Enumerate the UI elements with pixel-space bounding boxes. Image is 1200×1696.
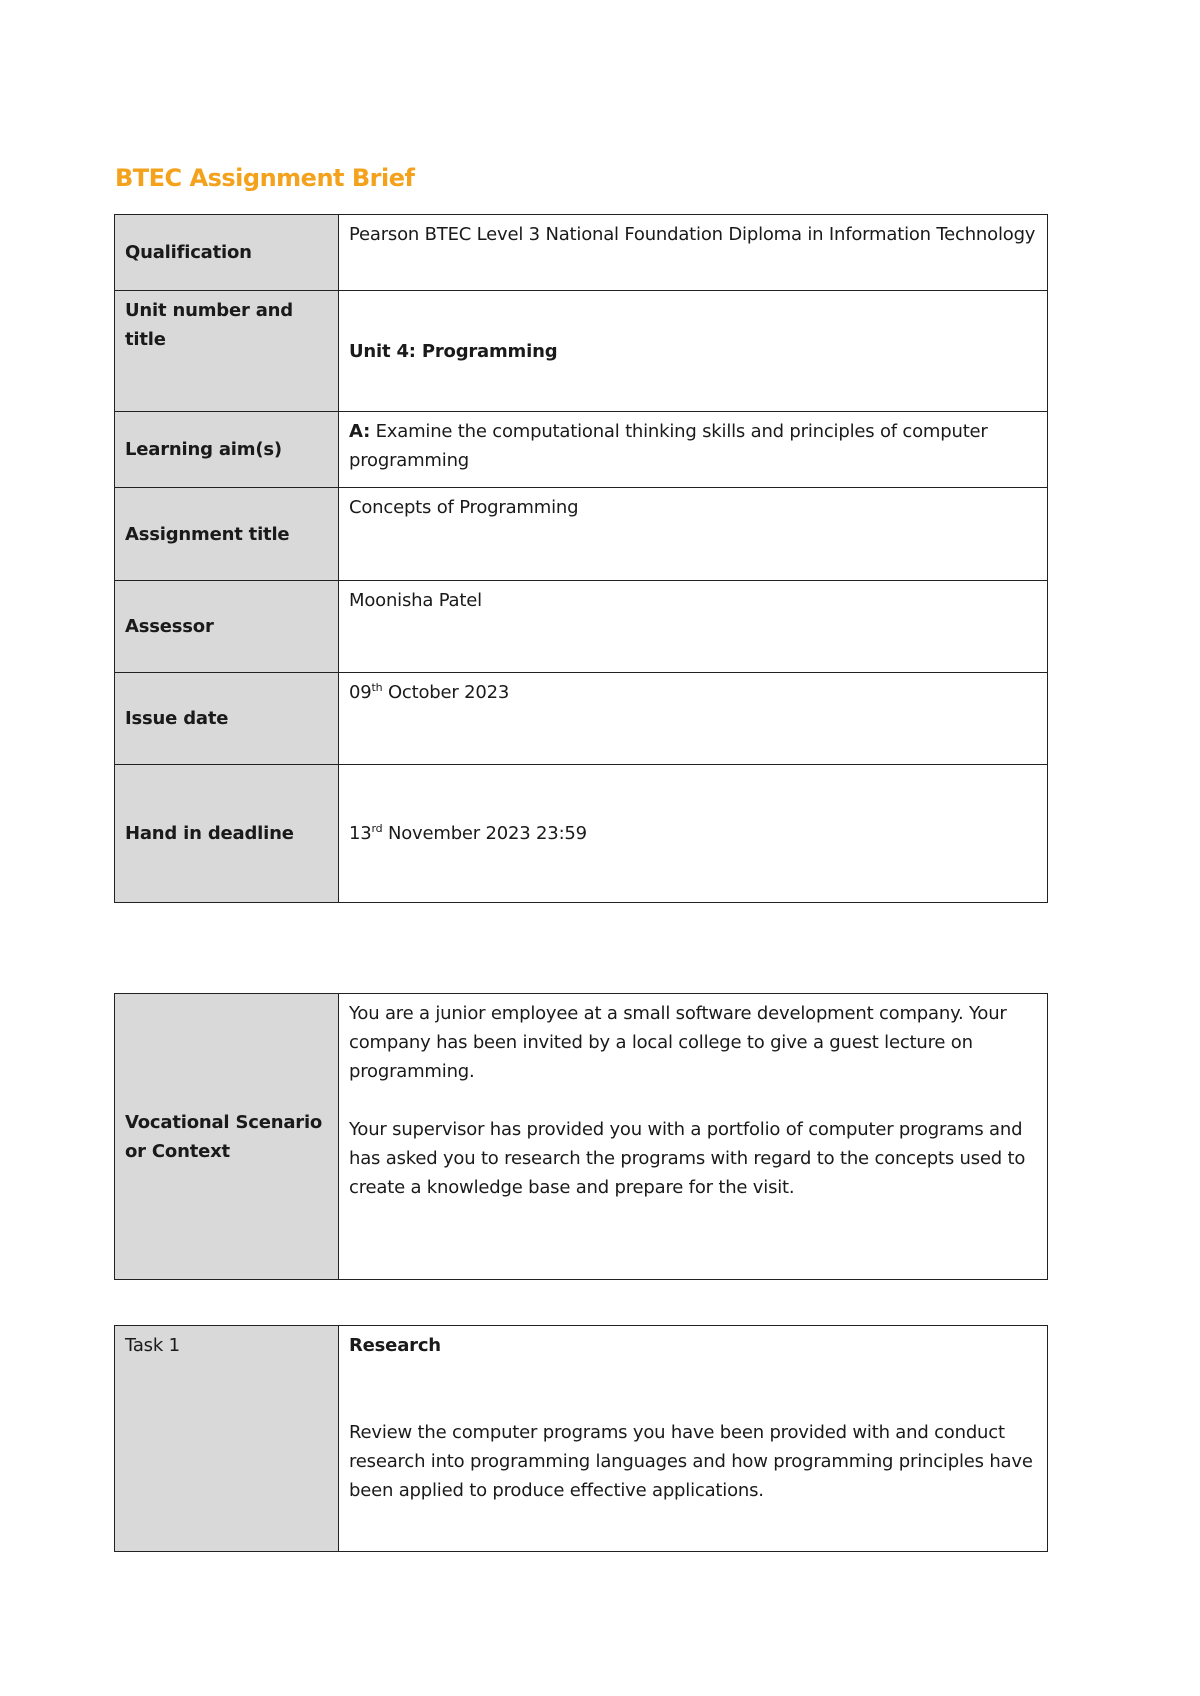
deadline-label: Hand in deadline [115, 765, 339, 903]
issue-date-day: 09 [349, 682, 372, 703]
qualification-label: Qualification [115, 215, 339, 291]
issue-date-rest: October 2023 [387, 682, 510, 703]
table-row [115, 673, 1048, 765]
table-row [115, 581, 1048, 673]
deadline-cell [339, 765, 1048, 903]
scenario-paragraph-2: Your supervisor has provided you with a portfolio of computer programs and has asked you to research the programs with regard to the concepts used to create a knowledge base and prepare for the visit. [349, 1119, 1026, 1198]
learning-aims-cell [339, 412, 1048, 488]
table-row [115, 765, 1048, 903]
assessor-label: Assessor [115, 581, 339, 673]
learning-aim-prefix: A: [349, 421, 371, 442]
unit-cell [339, 291, 1048, 412]
scenario-label: Vocational Scenario or Context [115, 994, 339, 1280]
scenario-table [114, 993, 1048, 1280]
issue-date-cell [339, 673, 1048, 765]
table-row [115, 291, 1048, 412]
assignment-title-value: Concepts of Programming [339, 488, 1048, 581]
task-cell [339, 1326, 1048, 1552]
learning-aims-label: Learning aim(s) [115, 412, 339, 488]
assignment-brief-table [114, 214, 1048, 903]
scenario-cell [339, 994, 1048, 1280]
task-heading: Research [349, 1335, 441, 1356]
table-row [115, 215, 1048, 291]
task-table [114, 1325, 1048, 1552]
table-row [115, 488, 1048, 581]
assessor-value: Moonisha Patel [339, 581, 1048, 673]
scenario-paragraph-1: You are a junior employee at a small software development company. Your company has been invited by a local college to give a guest lecture on programming. [349, 1003, 1007, 1082]
unit-label: Unit number and title [115, 291, 339, 412]
issue-date-suffix: th [371, 681, 383, 694]
unit-value: Unit 4: Programming [349, 340, 558, 362]
assignment-title-label: Assignment title [115, 488, 339, 581]
table-row [115, 412, 1048, 488]
qualification-value: Pearson BTEC Level 3 National Foundation Diploma in Information Technology [339, 215, 1048, 291]
table-row [115, 1326, 1048, 1552]
learning-aim-value: Examine the computational thinking skills and principles of computer programming [349, 421, 988, 471]
task-label: Task 1 [115, 1326, 339, 1552]
deadline-rest: November 2023 23:59 [387, 823, 587, 844]
deadline-day: 13 [349, 823, 372, 844]
issue-date-label: Issue date [115, 673, 339, 765]
table-row [115, 994, 1048, 1280]
task-body: Review the computer programs you have been provided with and conduct research into programming languages and how programming principles have been applied to produce effective applications. [349, 1422, 1033, 1501]
deadline-suffix: rd [371, 822, 383, 835]
page-title: BTEC Assignment Brief [115, 164, 415, 192]
